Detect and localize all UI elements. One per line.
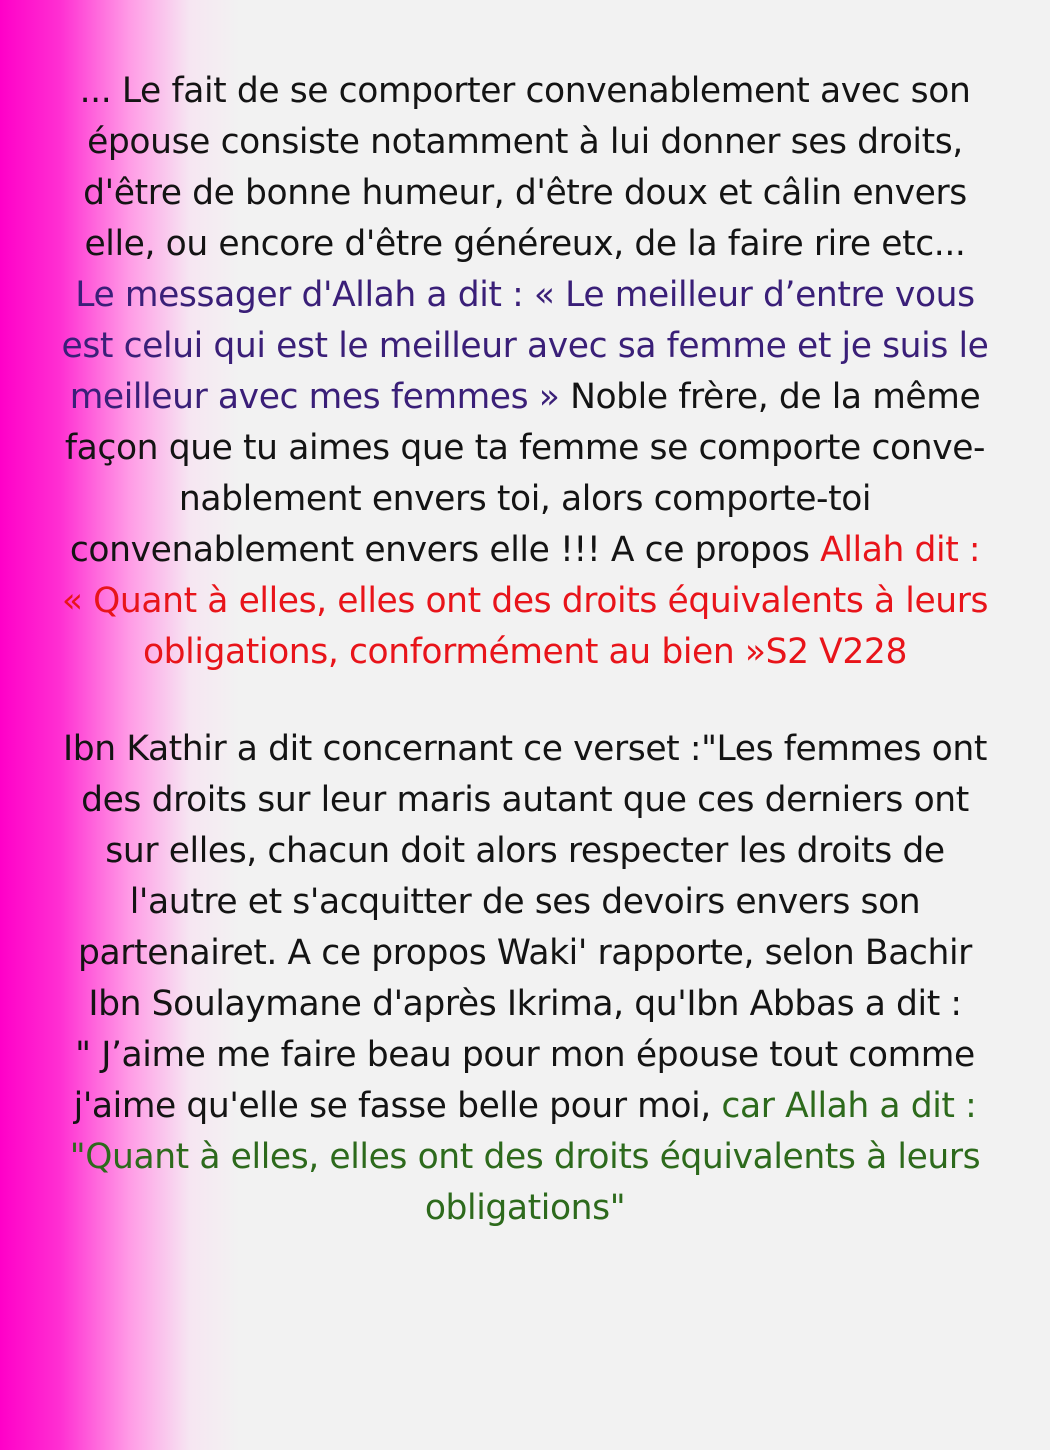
quran-intro: Allah dit :	[820, 530, 981, 570]
text-line	[40, 372, 1010, 423]
text-segment: j'aime qu'elle se fasse belle pour moi,	[73, 1086, 722, 1126]
text-line	[40, 1081, 1010, 1132]
text-line: façon que tu aimes que ta femme se comporte conve-	[64, 428, 986, 468]
text-line: d'être de bonne humeur, d'être doux et câlin envers	[83, 173, 967, 213]
paragraph-ibn-kathir	[40, 724, 1010, 1234]
text-line: sur elles, chacun doit alors respecter les droits de	[105, 831, 945, 871]
text-line: l'autre et s'acquitter de ses devoirs envers son	[129, 882, 921, 922]
text-line: Ibn Kathir a dit concernant ce verset :"Les femmes ont	[63, 729, 987, 769]
quran-verse-line: « Quant à elles, elles ont des droits équivalents à leurs	[61, 581, 989, 621]
text-segment: convenablement envers elle !!! A ce propos	[69, 530, 821, 570]
text-line	[40, 525, 1010, 576]
hadith-line: est celui qui est le meilleur avec sa femme et je suis le	[61, 326, 989, 366]
hadith-line: Le messager d'Allah a dit : « Le meilleur d’entre vous	[75, 275, 975, 315]
text-line: nablement envers toi, alors comporte-toi	[178, 479, 872, 519]
text-line: " J’aime me faire beau pour mon épouse tout comme	[75, 1035, 975, 1075]
text-line: partenairet. A ce propos Waki' rapporte, selon Bachir	[78, 933, 972, 973]
text-line: ... Le fait de se comporter convenablement avec son	[79, 71, 971, 111]
text-line: Ibn Soulaymane d'après Ikrima, qu'Ibn Abbas a dit :	[88, 984, 962, 1024]
text-line: elle, ou encore d'être généreux, de la faire rire etc...	[84, 224, 966, 264]
quote-line: "Quant à elles, elles ont des droits équivalents à leurs	[69, 1137, 981, 1177]
hadith-quote-end: meilleur avec mes femmes »	[69, 377, 560, 417]
paragraph-behavior-with-wife	[40, 66, 1010, 678]
quote-intro: car Allah a dit :	[721, 1086, 977, 1126]
quote-line: obligations"	[424, 1188, 626, 1228]
quran-verse-line: obligations, conformément au bien »S2 V228	[142, 632, 908, 672]
text-line: des droits sur leur maris autant que ces derniers ont	[81, 780, 969, 820]
text-segment: Noble frère, de la même	[559, 377, 981, 417]
text-line: épouse consiste notamment à lui donner ses droits,	[87, 122, 963, 162]
